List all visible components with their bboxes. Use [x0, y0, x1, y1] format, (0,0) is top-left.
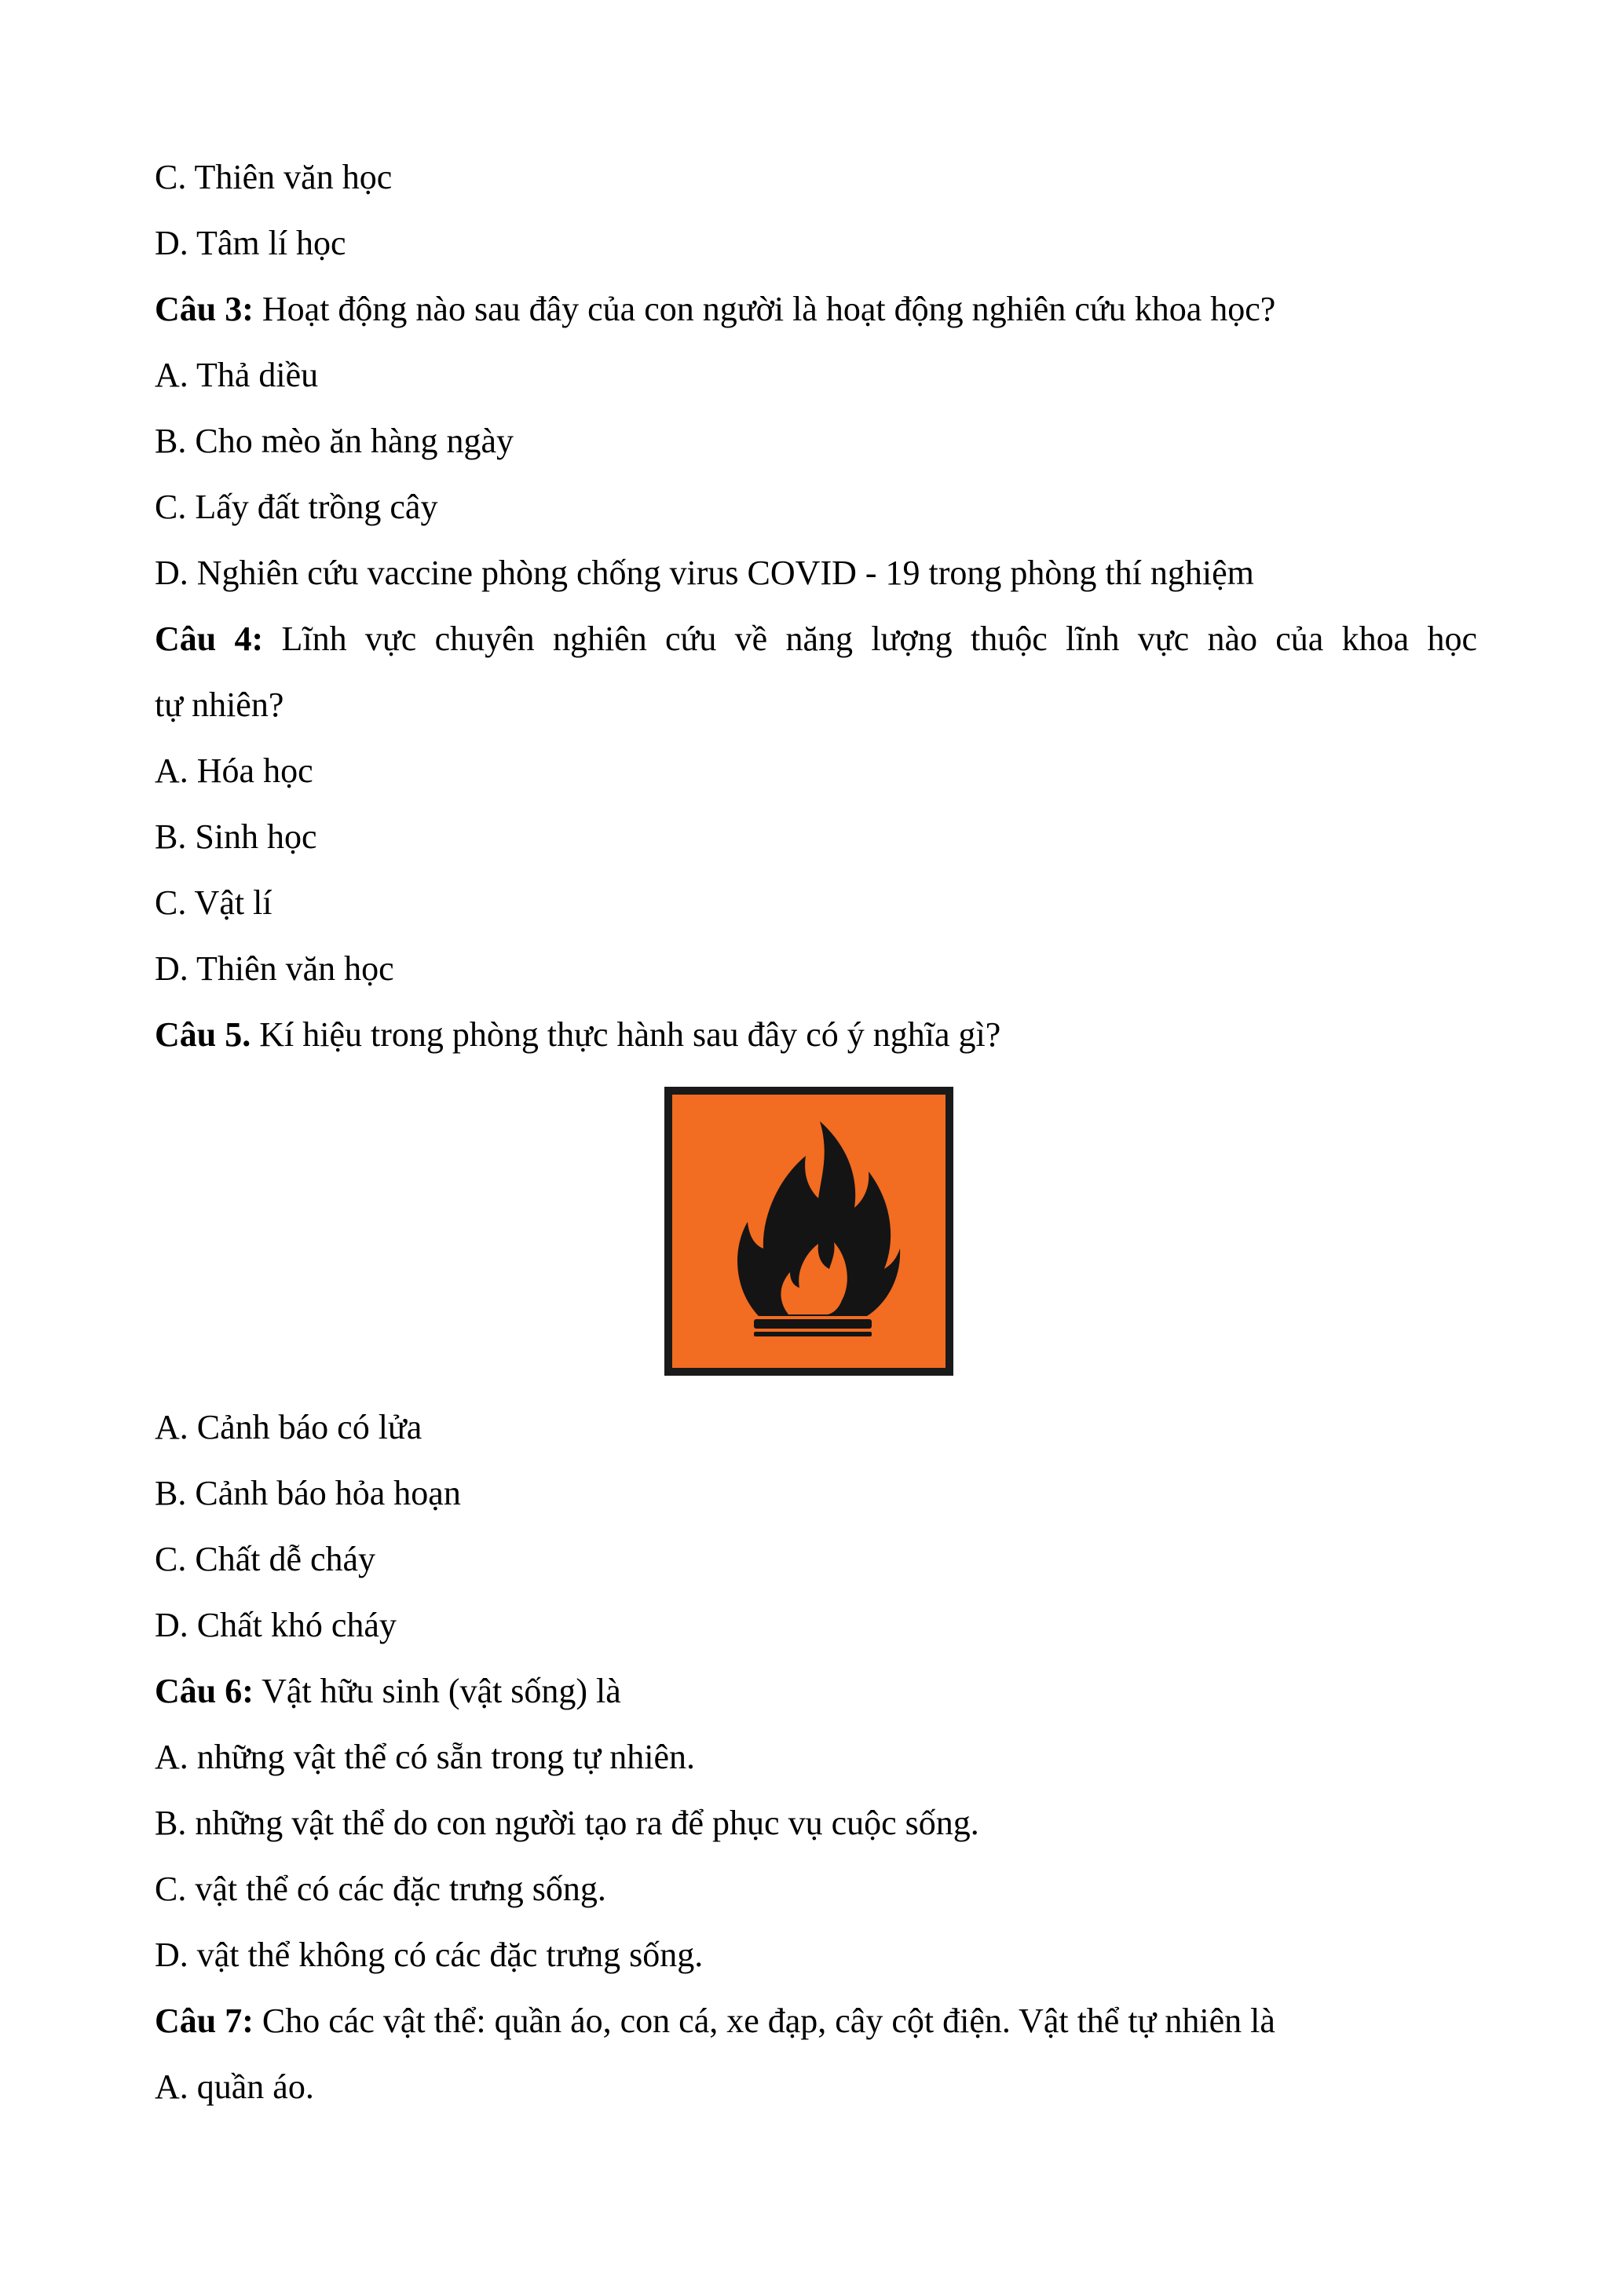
q3-option-c: C. Lấy đất trồng cây — [155, 488, 438, 526]
q6-option-b: B. những vật thể do con người tạo ra để phục vụ cuộc sống. — [155, 1804, 979, 1842]
q3-option-b: B. Cho mèo ăn hàng ngày — [155, 422, 514, 460]
q2-option-c: C. Thiên văn học — [155, 158, 393, 196]
q6-option-a: A. những vật thể có sẵn trong tự nhiên. — [155, 1738, 696, 1776]
flammable-hazard-icon — [661, 1084, 956, 1379]
question-6 — [155, 1669, 621, 1713]
q5-option-b: B. Cảnh báo hỏa hoạn — [155, 1474, 461, 1512]
q5-option-a: A. Cảnh báo có lửa — [155, 1408, 422, 1446]
q6-option-c: C. vật thể có các đặc trưng sống. — [155, 1870, 606, 1908]
question-3-text: Hoạt động nào sau đây của con người là hoạt động nghiên cứu khoa học? — [253, 290, 1276, 328]
question-6-label: Câu 6: — [155, 1672, 254, 1710]
flame-base — [754, 1319, 872, 1329]
q4-option-b: B. Sinh học — [155, 817, 317, 856]
question-4-label: Câu 4: — [155, 620, 264, 658]
q4-option-d: D. Thiên văn học — [155, 949, 394, 988]
question-5-label: Câu 5. — [155, 1015, 251, 1054]
q5-option-c: C. Chất dễ cháy — [155, 1540, 376, 1578]
question-5 — [155, 1013, 1000, 1057]
question-7-text: Cho các vật thể: quần áo, con cá, xe đạp, cây cột điện. Vật thể tự nhiên là — [253, 2002, 1275, 2040]
q3-option-d: D. Nghiên cứu vaccine phòng chống virus COVID - 19 trong phòng thí nghiệm — [155, 554, 1254, 592]
question-4-text: Lĩnh vực chuyên nghiên cứu về năng lượng thuộc lĩnh vực nào của khoa học — [263, 620, 1477, 658]
question-6-text: Vật hữu sinh (vật sống) là — [253, 1672, 621, 1710]
question-7-label: Câu 7: — [155, 2002, 254, 2040]
question-3-label: Câu 3: — [155, 290, 254, 328]
q7-option-a: A. quần áo. — [155, 2067, 314, 2106]
question-4-continuation: tự nhiên? — [155, 686, 284, 724]
q4-option-a: A. Hóa học — [155, 751, 313, 790]
q2-option-d: D. Tâm lí học — [155, 224, 346, 262]
question-4 — [155, 617, 1477, 661]
q4-option-c: C. Vật lí — [155, 883, 272, 922]
flame-base-line — [754, 1332, 872, 1336]
question-3 — [155, 287, 1275, 331]
question-7 — [155, 1999, 1275, 2043]
q6-option-d: D. vật thể không có các đặc trưng sống. — [155, 1936, 704, 1974]
question-5-text: Kí hiệu trong phòng thực hành sau đây có ý nghĩa gì? — [251, 1015, 1001, 1054]
q5-option-d: D. Chất khó cháy — [155, 1606, 397, 1644]
q3-option-a: A. Thả diều — [155, 356, 319, 394]
flammable-hazard-sign — [661, 1084, 956, 1379]
